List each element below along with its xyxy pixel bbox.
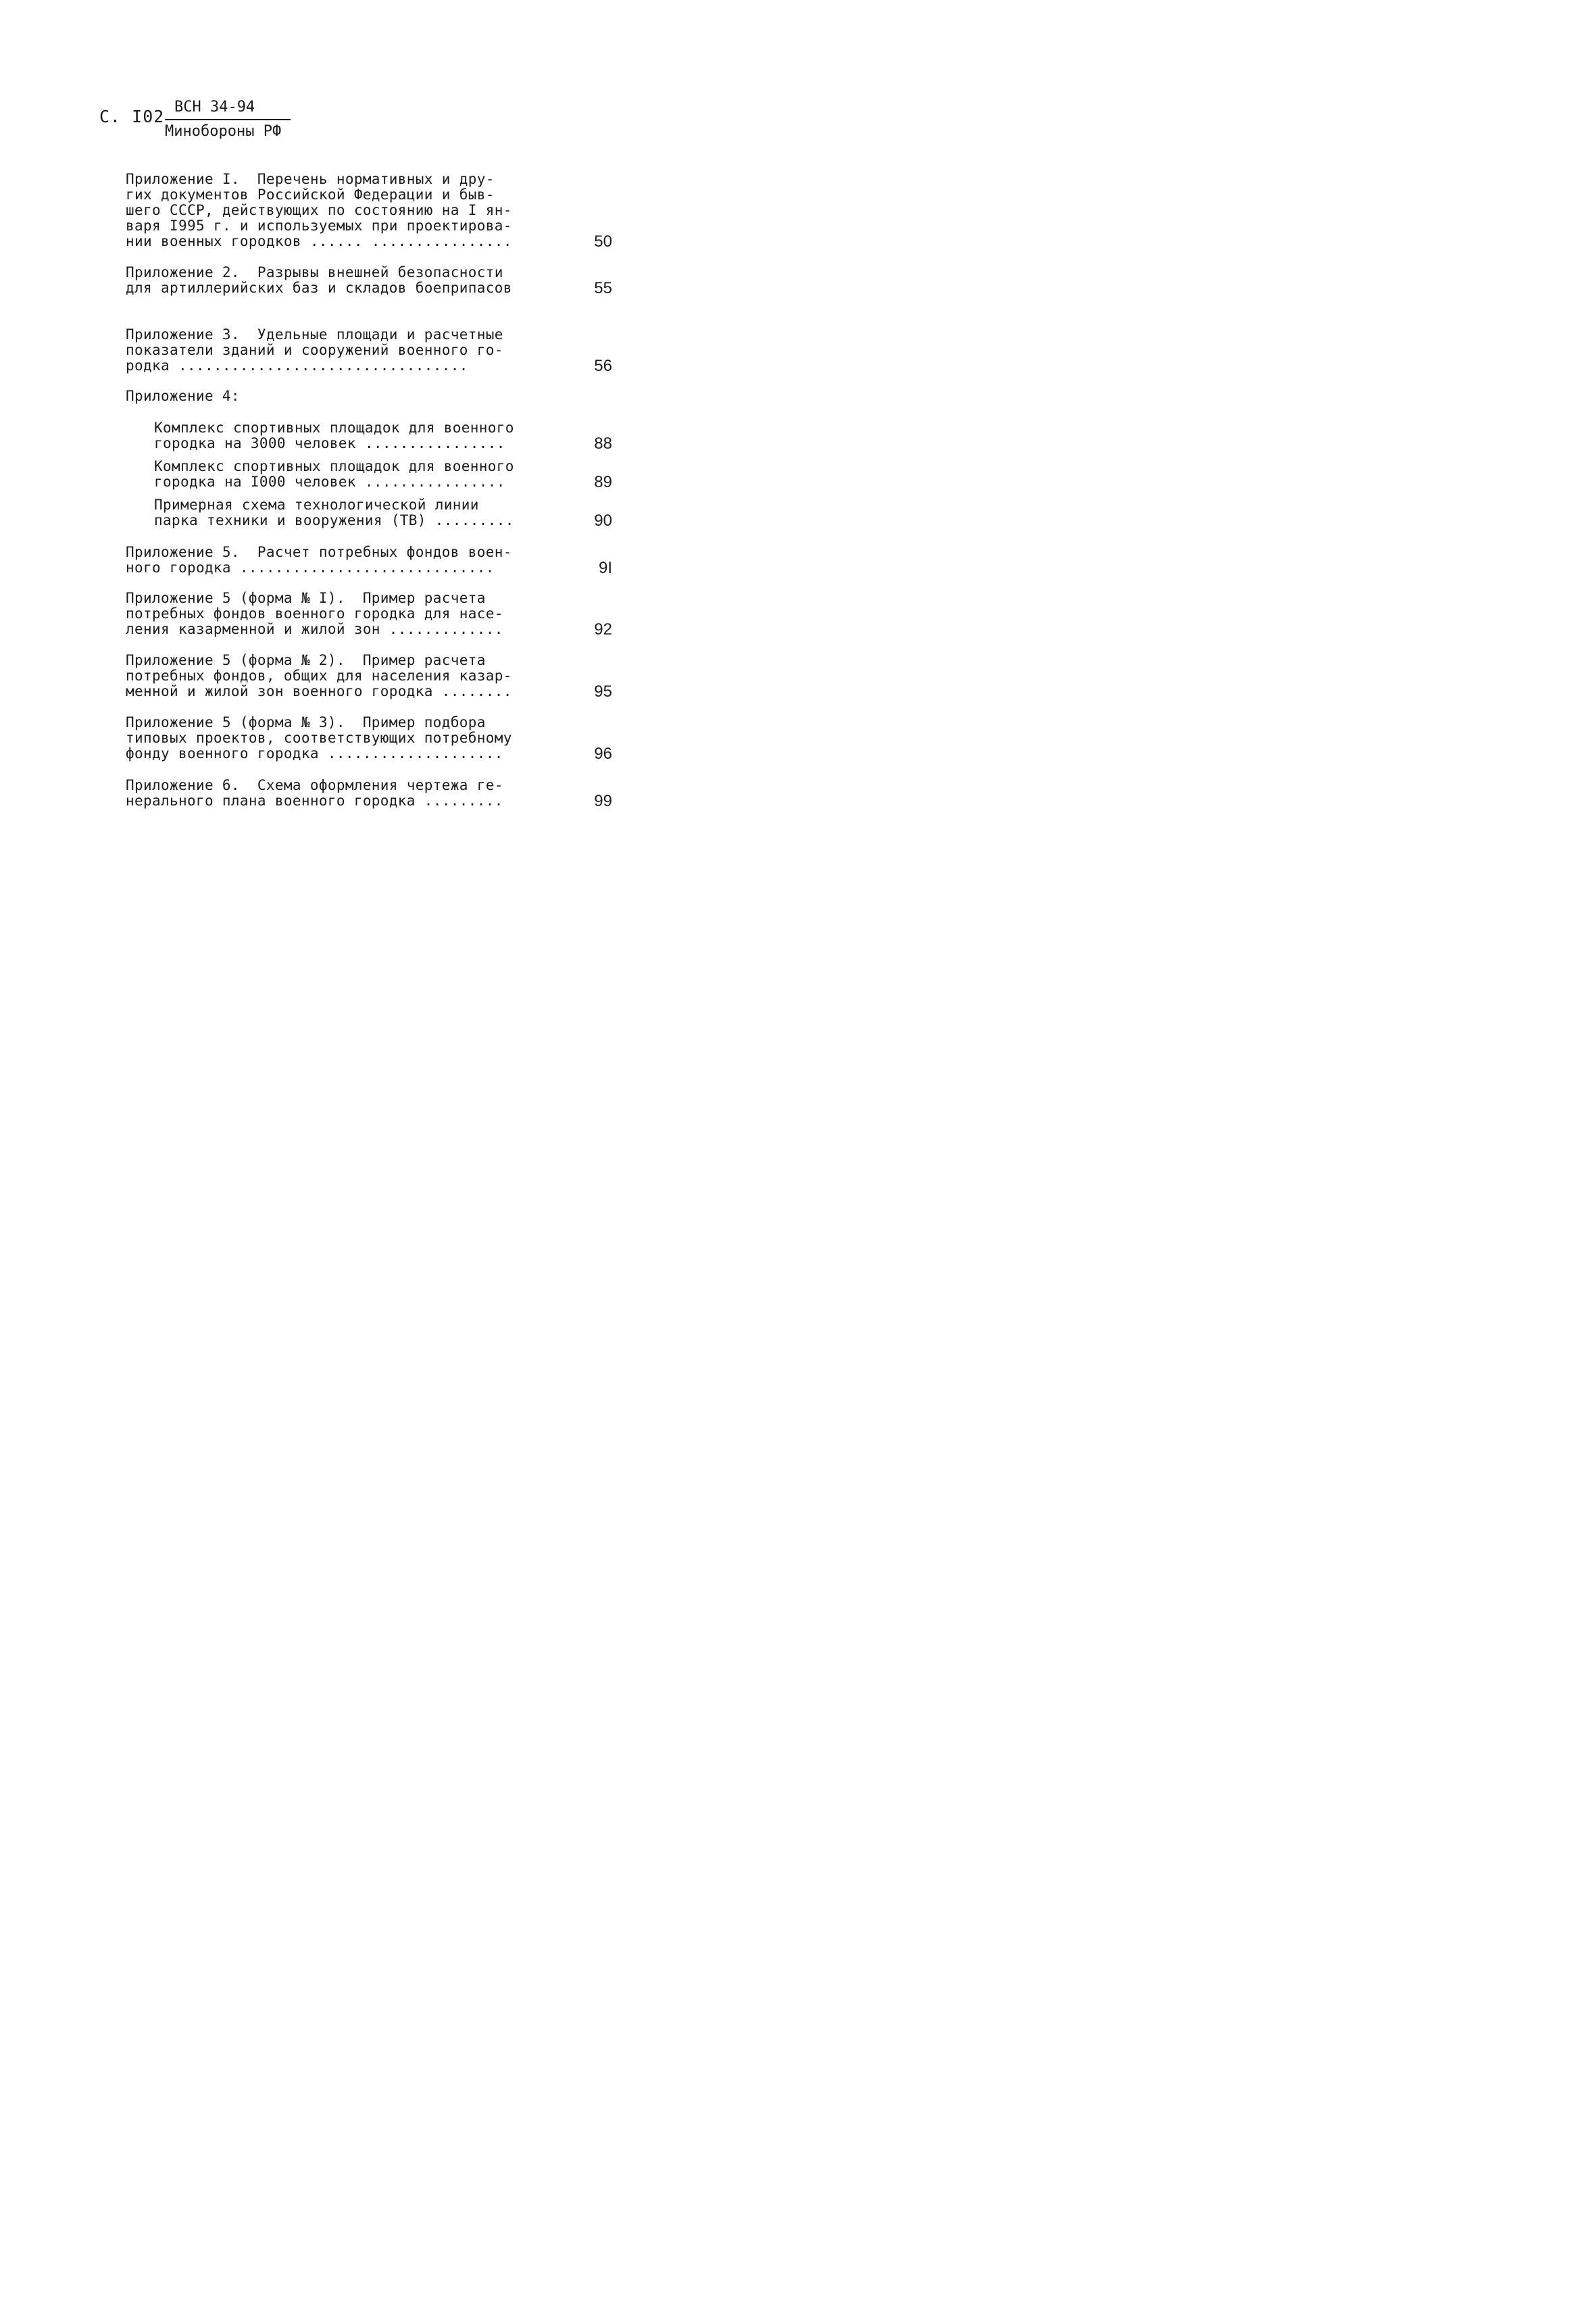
- toc-page-number: 95: [594, 682, 612, 701]
- toc-page-number: 55: [594, 279, 612, 297]
- toc-line: парка техники и вооружения (ТВ) .........: [154, 512, 514, 528]
- toc-page-number: 92: [594, 620, 612, 639]
- toc-line: Примерная схема технологической линии: [154, 497, 479, 513]
- toc-page-number: 90: [594, 512, 612, 530]
- toc-line: городка на 3000 человек ................: [154, 435, 505, 451]
- toc-entry-appendix-5-form-1: [126, 591, 612, 637]
- toc-page-number: 99: [594, 792, 612, 810]
- toc-line: показатели зданий и сооружений военного го-: [126, 342, 503, 358]
- toc-line: варя I995 г. и используемых при проектирова-: [126, 218, 512, 234]
- toc-entry-text: [154, 420, 559, 451]
- toc-line: Приложение 4:: [126, 388, 240, 404]
- toc-entry-appendix-3: [126, 327, 612, 374]
- toc-line: родка .................................: [126, 357, 468, 374]
- toc-page-number: 89: [594, 473, 612, 491]
- toc-line: потребных фондов военного городка для насе-: [126, 605, 503, 622]
- toc-entry-appendix-5-form-3: [126, 715, 612, 762]
- toc-entry-text: [126, 715, 558, 762]
- toc-line: гих документов Российской Федерации и быв-: [126, 186, 495, 203]
- toc-line: нии военных городков ...... ................: [126, 233, 512, 249]
- toc-entry-text: [126, 265, 558, 296]
- toc-line: Приложение 2. Разрывы внешней безопасности: [126, 264, 503, 280]
- toc-entry-text: [154, 497, 559, 528]
- header-divider: [165, 119, 291, 120]
- toc-entry-appendix-6: [126, 778, 612, 809]
- toc-line: Приложение 3. Удельные площади и расчетные: [126, 326, 503, 343]
- toc-entry-text: [126, 653, 558, 699]
- toc-entry-appendix-4: [126, 389, 612, 404]
- toc-page-number: 56: [594, 357, 612, 375]
- toc-line: шего СССР, действующих по состоянию на I ян-: [126, 202, 512, 218]
- toc-entry-tech-line-scheme: [154, 497, 612, 528]
- toc-page-number: 88: [594, 434, 612, 453]
- toc-line: ного городка .............................: [126, 559, 495, 576]
- toc-line: типовых проектов, соответствующих потребному: [126, 730, 512, 746]
- toc-line: Приложение 5 (форма № I). Пример расчета: [126, 590, 486, 606]
- toc-entry-appendix-5: [126, 545, 612, 576]
- toc-entry-appendix-2: [126, 265, 612, 296]
- toc-line: фонду военного городка ....................: [126, 745, 503, 762]
- toc-line: городка на I000 человек ................: [154, 474, 505, 490]
- toc-line: для артиллерийских баз и складов боеприпасов: [126, 280, 512, 296]
- toc-page-number: 9I: [598, 559, 612, 577]
- toc-entry-text: [126, 591, 558, 637]
- toc-line: Приложение 5 (форма № 2). Пример расчета: [126, 652, 486, 668]
- toc-line: ления казарменной и жилой зон .............: [126, 621, 503, 637]
- toc-entry-text: [126, 389, 558, 404]
- toc-line: Приложение 5 (форма № 3). Пример подбора: [126, 714, 486, 730]
- toc-line: Приложение I. Перечень нормативных и дру-: [126, 171, 495, 187]
- toc-line: Приложение 6. Схема оформления чертежа ге-: [126, 777, 503, 793]
- toc-entry-text: [126, 778, 558, 809]
- toc-entry-sports-1000: [154, 459, 612, 490]
- toc-entry-text: [126, 545, 558, 576]
- toc-page-number: 50: [594, 232, 612, 251]
- toc-page-number: 96: [594, 745, 612, 763]
- toc-line: нерального плана военного городка .........: [126, 793, 503, 809]
- toc-entry-sports-3000: [154, 420, 612, 451]
- toc-entry-appendix-1: [126, 172, 612, 249]
- toc-entry-text: [126, 172, 558, 249]
- toc-entry-text: [126, 327, 558, 374]
- toc-entry-appendix-5-form-2: [126, 653, 612, 699]
- toc-line: Приложение 5. Расчет потребных фондов воен-: [126, 544, 512, 560]
- toc-line: менной и жилой зон военного городка ........: [126, 683, 512, 699]
- toc-line: Комплекс спортивных площадок для военного: [154, 420, 514, 436]
- organization-name: Минобороны РФ: [165, 123, 282, 140]
- toc-entry-text: [154, 459, 559, 490]
- document-code: ВСН 34-94: [174, 99, 255, 116]
- page-number: С. I02: [99, 107, 165, 126]
- toc-line: Комплекс спортивных площадок для военного: [154, 458, 514, 474]
- toc-line: потребных фондов, общих для населения казар-: [126, 668, 512, 684]
